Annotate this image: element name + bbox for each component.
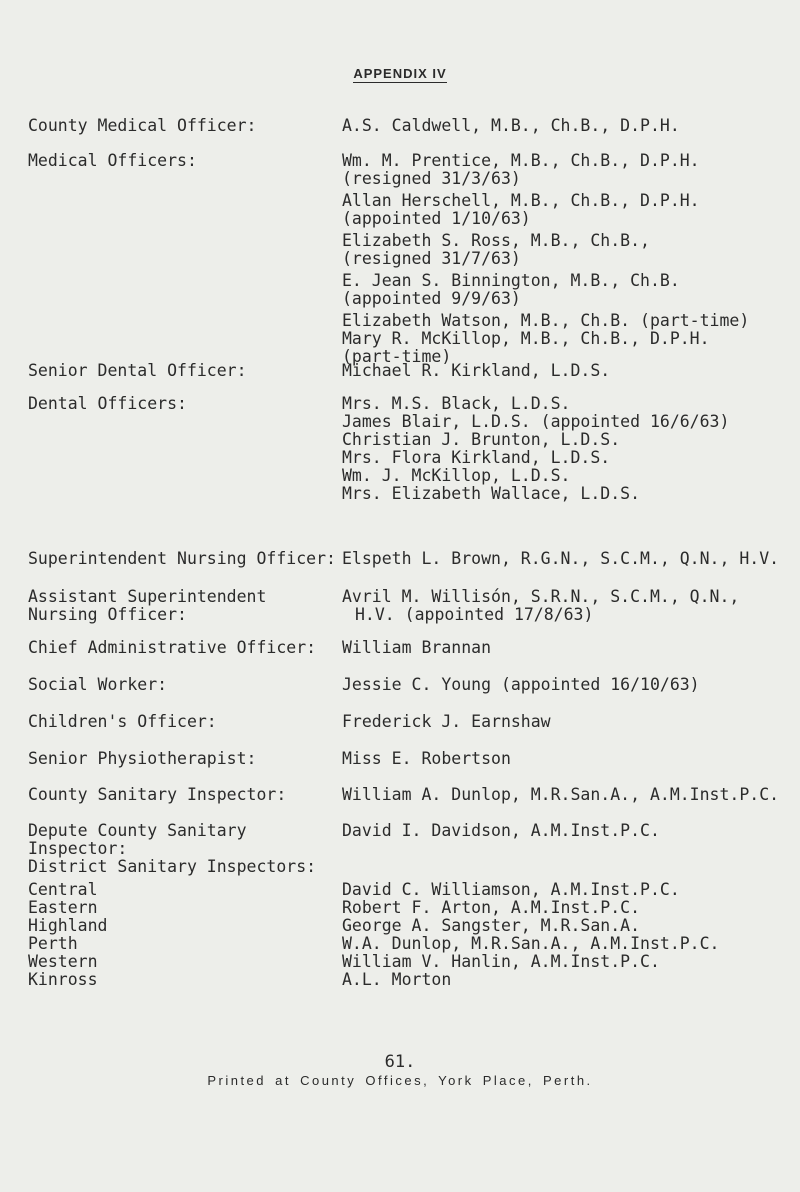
name-line: James Blair, L.D.S. (appointed 16/6/63) [342, 412, 730, 431]
name-line: (resigned 31/3/63) [342, 169, 521, 188]
name-line: Elizabeth Watson, M.B., Ch.B. (part-time) [342, 311, 750, 330]
name-line: Mrs. Flora Kirkland, L.D.S. [342, 448, 611, 467]
role-label: Superintendent Nursing Officer: [28, 549, 336, 568]
name-line: Mrs. M.S. Black, L.D.S. [342, 394, 571, 413]
role-label: County Sanitary Inspector: [28, 785, 287, 804]
name-line: Jessie C. Young (appointed 16/10/63) [342, 675, 700, 694]
page-heading [0, 66, 800, 81]
name-line: (appointed 9/9/63) [342, 289, 521, 308]
district-inspector-name: George A. Sangster, M.R.San.A. [342, 916, 641, 935]
name-line: Christian J. Brunton, L.D.S. [342, 430, 621, 449]
name-line: Michael R. Kirkland, L.D.S. [342, 361, 611, 380]
name-line: Mrs. Elizabeth Wallace, L.D.S. [342, 484, 641, 503]
names-list [342, 713, 792, 731]
names-list [342, 676, 792, 694]
names-list [342, 395, 792, 503]
name-line: Allan Herschell, M.B., Ch.B., D.P.H. [342, 191, 700, 210]
district-inspector-name: David C. Williamson, A.M.Inst.P.C. [342, 880, 680, 899]
district-area: Eastern [28, 898, 98, 917]
role-label: District Sanitary Inspectors: [28, 857, 317, 876]
names-list [342, 639, 792, 657]
role-label: Chief Administrative Officer: [28, 638, 317, 657]
names-list [342, 152, 792, 366]
names-list [342, 822, 792, 840]
printer-imprint: Printed at County Offices, York Place, Perth. [207, 1073, 593, 1088]
role-label: Senior Physiotherapist: [28, 749, 257, 768]
name-line: William Brannan [342, 638, 492, 657]
role-label: Senior Dental Officer: [28, 361, 247, 380]
names-list [342, 117, 792, 135]
district-inspector-name: William V. Hanlin, A.M.Inst.P.C. [342, 952, 660, 971]
name-line: Avril M. Willisón, S.R.N., S.C.M., Q.N., [342, 587, 740, 606]
district-inspector-name: A.L. Morton [342, 970, 452, 989]
district-area: Western [28, 952, 98, 971]
name-line: (resigned 31/7/63) [342, 249, 521, 268]
role-label: Social Worker: [28, 675, 168, 694]
district-area: Highland [28, 916, 108, 935]
district-area: Central [28, 880, 98, 899]
district-areas [28, 881, 348, 989]
role-label: Medical Officers: [28, 151, 197, 170]
name-line: William A. Dunlop, M.R.San.A., A.M.Inst.P.C. [342, 785, 780, 804]
district-inspector-name: Robert F. Arton, A.M.Inst.P.C. [342, 898, 641, 917]
name-line: (part-time) [342, 347, 452, 366]
name-line: E. Jean S. Binnington, M.B., Ch.B. [342, 271, 680, 290]
names-list [342, 750, 792, 768]
page-number: 61. [384, 1052, 416, 1072]
role-label: Children's Officer: [28, 712, 217, 731]
role-label: Dental Officers: [28, 394, 187, 413]
name-line: Elizabeth S. Ross, M.B., Ch.B., [342, 231, 650, 250]
name-line: David I. Davidson, A.M.Inst.P.C. [342, 821, 660, 840]
name-line: (appointed 1/10/63) [342, 209, 531, 228]
district-area: Perth [28, 934, 78, 953]
name-line: Miss E. Robertson [342, 749, 511, 768]
name-line: Mary R. McKillop, M.B., Ch.B., D.P.H. [342, 329, 710, 348]
names-list [342, 550, 792, 568]
name-line: Elspeth L. Brown, R.G.N., S.C.M., Q.N., H.V. [342, 549, 780, 568]
role-label: Depute County Sanitary Inspector: [28, 821, 247, 858]
district-area: Kinross [28, 970, 98, 989]
name-line: Wm. J. McKillop, L.D.S. [342, 466, 571, 485]
role-label: Assistant Superintendent Nursing Officer: [28, 587, 267, 624]
district-inspectors [342, 881, 792, 989]
role-label: County Medical Officer: [28, 116, 257, 135]
name-line: A.S. Caldwell, M.B., Ch.B., D.P.H. [342, 116, 680, 135]
names-list [342, 362, 792, 380]
name-line: H.V. (appointed 17/8/63) [355, 605, 594, 624]
names-list [342, 588, 792, 624]
name-line: Wm. M. Prentice, M.B., Ch.B., D.P.H. [342, 151, 700, 170]
names-list [342, 786, 792, 804]
name-line: Frederick J. Earnshaw [342, 712, 551, 731]
appendix-title: APPENDIX IV [353, 66, 447, 81]
district-inspector-name: W.A. Dunlop, M.R.San.A., A.M.Inst.P.C. [342, 934, 720, 953]
